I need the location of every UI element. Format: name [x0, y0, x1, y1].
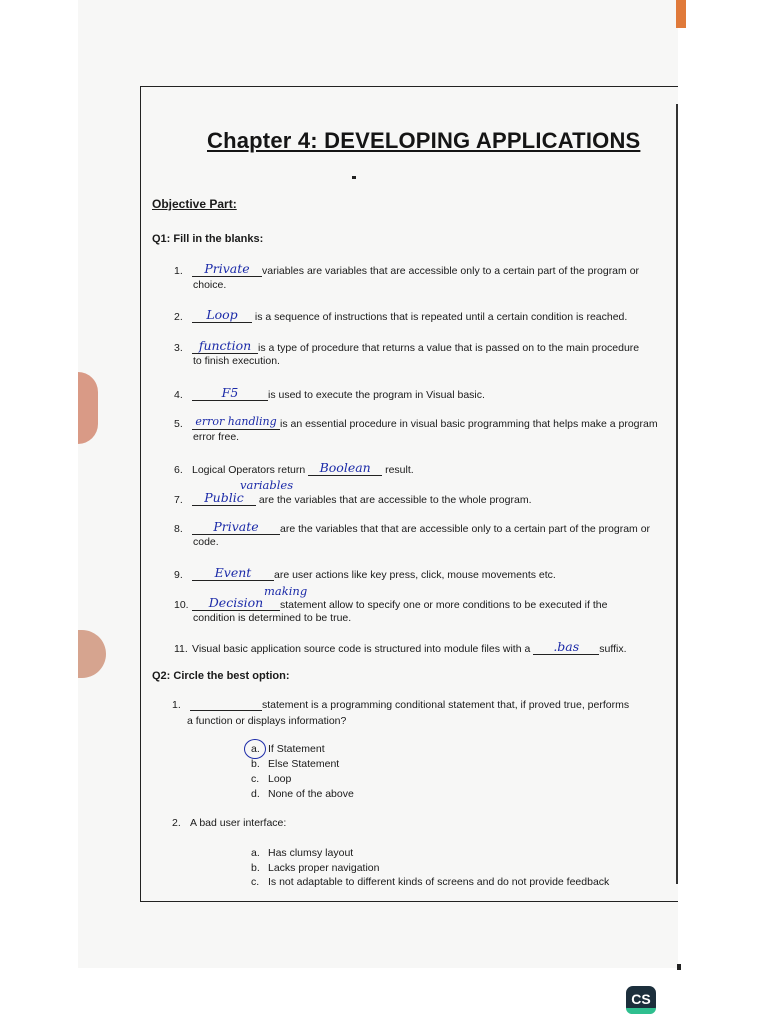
answer-blank: Loop: [192, 308, 252, 323]
answer-blank: Private: [192, 520, 280, 535]
q1-item-5-cont: error free.: [193, 431, 240, 443]
q2-2-option-b: b. Lacks proper navigation: [251, 862, 380, 874]
answer-blank: [190, 710, 262, 711]
q2-item-2: 2. A bad user interface:: [172, 817, 287, 829]
answer-blank: error handling: [192, 415, 280, 430]
q1-item-10-cont: condition is determined to be true.: [193, 612, 352, 624]
objective-heading: Objective Part:: [152, 197, 237, 211]
q1-item-5: 5. error handling is an essential procedure in visual basic programming that helps make a program: [174, 415, 658, 430]
q1-item-2: 2. Loop is a sequence of instructions that is repeated until a certain condition is reached.: [174, 307, 628, 323]
q1-item-1: 1. Private variables are variables that are accessible only to a certain part of the program or: [174, 261, 640, 277]
worksheet-border-right: [676, 104, 678, 884]
q1-item-1-cont: choice.: [193, 279, 227, 291]
q2-1-option-a: a. If Statement: [251, 743, 325, 755]
q2-1-option-d: d. None of the above: [251, 788, 354, 800]
q2-heading: Q2: Circle the best option:: [152, 670, 290, 682]
q2-2-option-c: c. Is not adaptable to different kinds of screens and do not provide feedback: [251, 876, 610, 888]
page-edge-tick: [677, 964, 681, 970]
q1-item-10: 10. Decision statement allow to specify one or more conditions to be executed if the: [174, 595, 608, 611]
answer-blank: Boolean: [308, 461, 382, 476]
handwritten-annotation: variables: [240, 478, 294, 492]
answer-blank: F5: [192, 386, 268, 401]
q1-item-3-cont: to finish execution.: [193, 355, 280, 367]
q1-item-8-cont: code.: [193, 536, 219, 548]
answer-blank: .bas: [533, 640, 599, 655]
q1-item-3: 3. function is a type of procedure that returns a value that is passed on to the main procedure: [174, 338, 640, 354]
answer-blank: Decision: [192, 596, 280, 611]
q1-item-9: 9. Event are user actions like key press, click, mouse movements etc.: [174, 565, 556, 581]
q2-1-option-c: c. Loop: [251, 773, 292, 785]
camscanner-logo: CS: [626, 986, 656, 1014]
page-title: Chapter 4: DEVELOPING APPLICATIONS: [207, 128, 641, 153]
handwritten-annotation: making: [264, 584, 308, 598]
q1-item-11: 11. Visual basic application source code is structured into module files with a .bas suffix.: [174, 639, 627, 655]
page-edge-mark: [676, 0, 686, 28]
answer-blank: Public: [192, 491, 256, 506]
answer-blank: Event: [192, 566, 274, 581]
q2-1-option-b: b. Else Statement: [251, 758, 340, 770]
q2-item-1-cont: a function or displays information?: [187, 715, 347, 727]
thumb-shadow-upper: [78, 372, 98, 444]
stray-mark: [352, 176, 356, 179]
camscanner-logo-bar: [626, 1008, 656, 1014]
q2-2-option-a: a. Has clumsy layout: [251, 847, 354, 859]
answer-blank: Private: [192, 262, 262, 277]
q2-item-1: 1. statement is a programming conditional statement that, if proved true, performs: [172, 699, 630, 711]
answer-blank: function: [192, 339, 258, 354]
q1-item-4: 4. F5 is used to execute the program in Visual basic.: [174, 385, 485, 401]
q1-item-8: 8. Private are the variables that that are accessible only to a certain part of the program or: [174, 519, 651, 535]
q1-heading: Q1: Fill in the blanks:: [152, 233, 264, 245]
q1-item-7: 7. Public are the variables that are accessible to the whole program.: [174, 490, 532, 506]
q1-item-6: 6. Logical Operators return Boolean result.: [174, 460, 414, 476]
